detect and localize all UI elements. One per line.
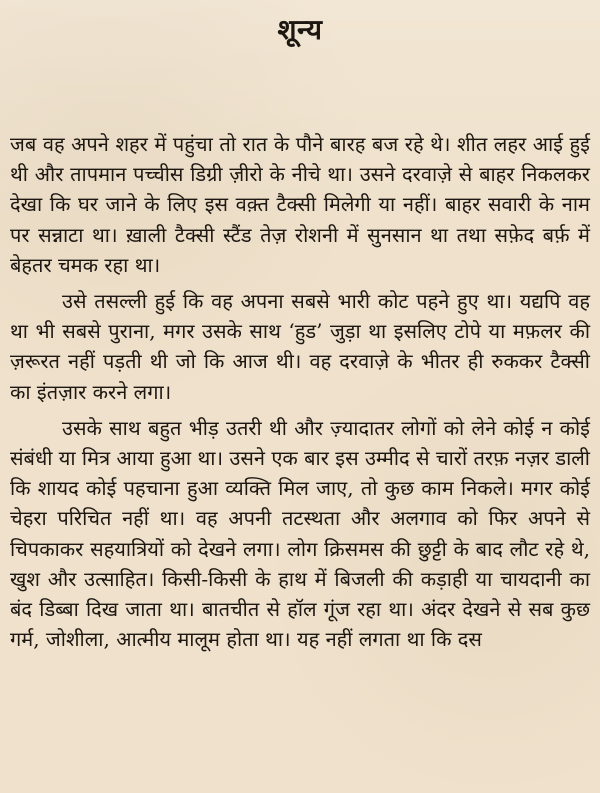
paragraph-2: उसे तसल्ली हुई कि वह अपना सबसे भारी कोट पहने हुए था। यद्यपि वह था भी सबसे पुराना, मगर उसके साथ ‘हुड’ जुड़ा था इसलिए टोपे या मफ़लर की ज़रूरत नहीं पड़ती थी जो कि आज थी। वह दरवाज़े के भीतर ही रुककर टैक्सी का इंतज़ार करने लगा। <box>10 289 590 404</box>
paragraph-3: उसके साथ बहुत भीड़ उतरी थी और ज़्यादातर लोगों को लेने कोई न कोई संबंधी या मित्र आया हुआ था। उसने एक बार इस उम्मीद से चारों तरफ़ नज़र डाली कि शायद कोई पहचाना हुआ व्यक्ति मिल जाए, तो कुछ काम निकले। मगर कोई चेहरा परिचित नहीं था। वह अपनी तटस्थता और अलगाव को फिर अपने से चिपकाकर सहयात्रियों को देखने लगा। लोग क्रिसमस की छुट्टी के बाद लौट रहे थे, खुश और उत्साहित। किसी-किसी के हाथ में बिजली की कड़ाही या चायदानी का बंद डिब्बा दिख जाता था। बातचीत से हॉल गूंज रहा था। अंदर देखने से सब कुछ गर्म, जोशीला, आत्मीय मालूम होता था। यह नहीं लगता था कि दस <box>10 415 590 652</box>
page-title: शून्य <box>277 13 323 46</box>
paragraph-1: जब वह अपने शहर में पहुंचा तो रात के पौने बारह बज रहे थे। शीत लहर आई हुई थी और तापमान पच्चीस डिग्री ज़ीरो के नीचे था। उसने दरवाज़े से बाहर निकलकर देखा कि घर जाने के लिए इस वक़्त टैक्सी मिलेगी या नहीं। बाहर सवारी के नाम पर सन्नाटा था। ख़ाली टैक्सी स्टैंड तेज़ रोशनी में सुनसान था तथा सफ़ेद बर्फ़ में बेहतर चमक रहा था। <box>10 132 590 277</box>
page-content <box>10 129 590 654</box>
